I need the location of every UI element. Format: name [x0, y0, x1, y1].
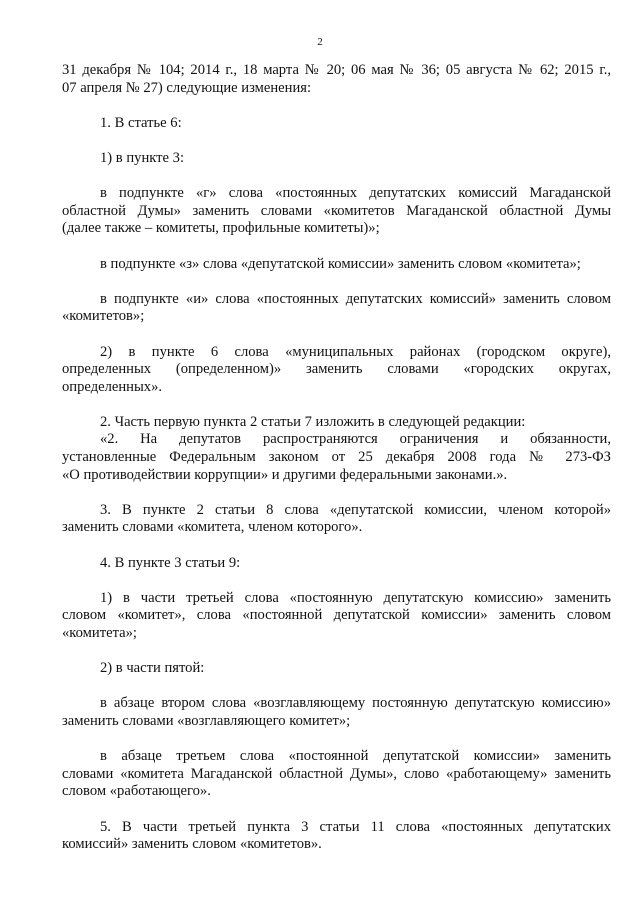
paragraph: [62, 590, 611, 643]
page-number: 2: [317, 36, 323, 48]
paragraph: [62, 819, 611, 854]
document-body: [62, 62, 611, 854]
text-line: заменить словами «возглавляющего комитет»;: [62, 712, 351, 729]
paragraph: [62, 115, 611, 133]
text-line: в абзаце третьем слова «постоянной депутатской комиссии» заменить: [100, 748, 611, 765]
text-line: в подпункте «и» слова «постоянных депутатских комиссий» заменить словом: [100, 290, 611, 307]
text-line: в подпункте «з» слова «депутатской комиссии» заменить словом «комитета»;: [100, 255, 581, 272]
text-line: определенных».: [62, 378, 163, 395]
text-line: 31 декабря № 104; 2014 г., 18 марта № 20; 06 мая № 36; 05 августа № 62; 2015 г.,: [62, 62, 611, 78]
text-line: 1. В статье 6:: [100, 114, 182, 131]
paragraph: [62, 291, 611, 326]
paragraph: [62, 185, 611, 238]
paragraph: [62, 431, 611, 484]
paragraph: [62, 150, 611, 168]
text-line: определенных (определенном)» заменить словами «городских округах,: [62, 361, 611, 378]
text-line: 3. В пункте 2 статьи 8 слова «депутатской комиссии, членом которой»: [100, 501, 611, 518]
text-line: в абзаце втором слова «возглавляющему постоянную депутатскую комиссию»: [100, 695, 611, 712]
text-line: 1) в части третьей слова «постоянную депутатскую комиссию» заменить: [100, 589, 611, 606]
text-line: (далее также – комитеты, профильные комитеты)»;: [62, 220, 380, 237]
text-line: 4. В пункте 3 статьи 9:: [100, 554, 241, 571]
paragraph: [62, 695, 611, 730]
text-line: 5. В части третьей пункта 3 статьи 11 слова «постоянных депутатских: [100, 818, 611, 835]
paragraph: [62, 344, 611, 397]
text-line: словами «комитета Магаданской областной Думы», слово «работающему» заменить: [62, 765, 611, 782]
text-line: комиссий» заменить словом «комитетов».: [62, 836, 322, 853]
text-line: заменить словами «комитета, членом которого».: [62, 519, 363, 536]
paragraph: [62, 414, 611, 432]
text-line: словом «работающего».: [62, 783, 211, 800]
paragraph: [62, 62, 611, 97]
paragraph: [62, 748, 611, 801]
paragraph: [62, 555, 611, 573]
text-line: 2) в части пятой:: [100, 660, 205, 677]
paragraph: [62, 256, 611, 274]
text-line: «2. На депутатов распространяются ограничения и обязанности,: [100, 431, 611, 448]
paragraph: [62, 502, 611, 537]
text-line: «комитета»;: [62, 625, 137, 641]
text-line: словом «комитет», слова «постоянной депутатской комиссии» заменить словом: [62, 607, 611, 624]
text-line: 07 апреля № 27) следующие изменения:: [62, 79, 312, 96]
paragraph: [62, 660, 611, 678]
text-line: установленные Федеральным законом от 25 декабря 2008 года № 273-ФЗ: [62, 449, 611, 466]
text-line: в подпункте «г» слова «постоянных депутатских комиссий Магаданской: [100, 185, 611, 202]
text-line: «комитетов»;: [62, 308, 145, 325]
text-line: областной Думы» заменить словами «комитетов Магаданской областной Думы: [62, 202, 611, 219]
text-line: 1) в пункте 3:: [100, 149, 185, 166]
text-line: 2. Часть первую пункта 2 статьи 7 изложить в следующей редакции:: [100, 413, 526, 430]
text-line: «О противодействии коррупции» и другими федеральными законами.».: [62, 466, 508, 483]
text-line: 2) в пункте 6 слова «муниципальных районах (городском округе),: [100, 343, 611, 360]
